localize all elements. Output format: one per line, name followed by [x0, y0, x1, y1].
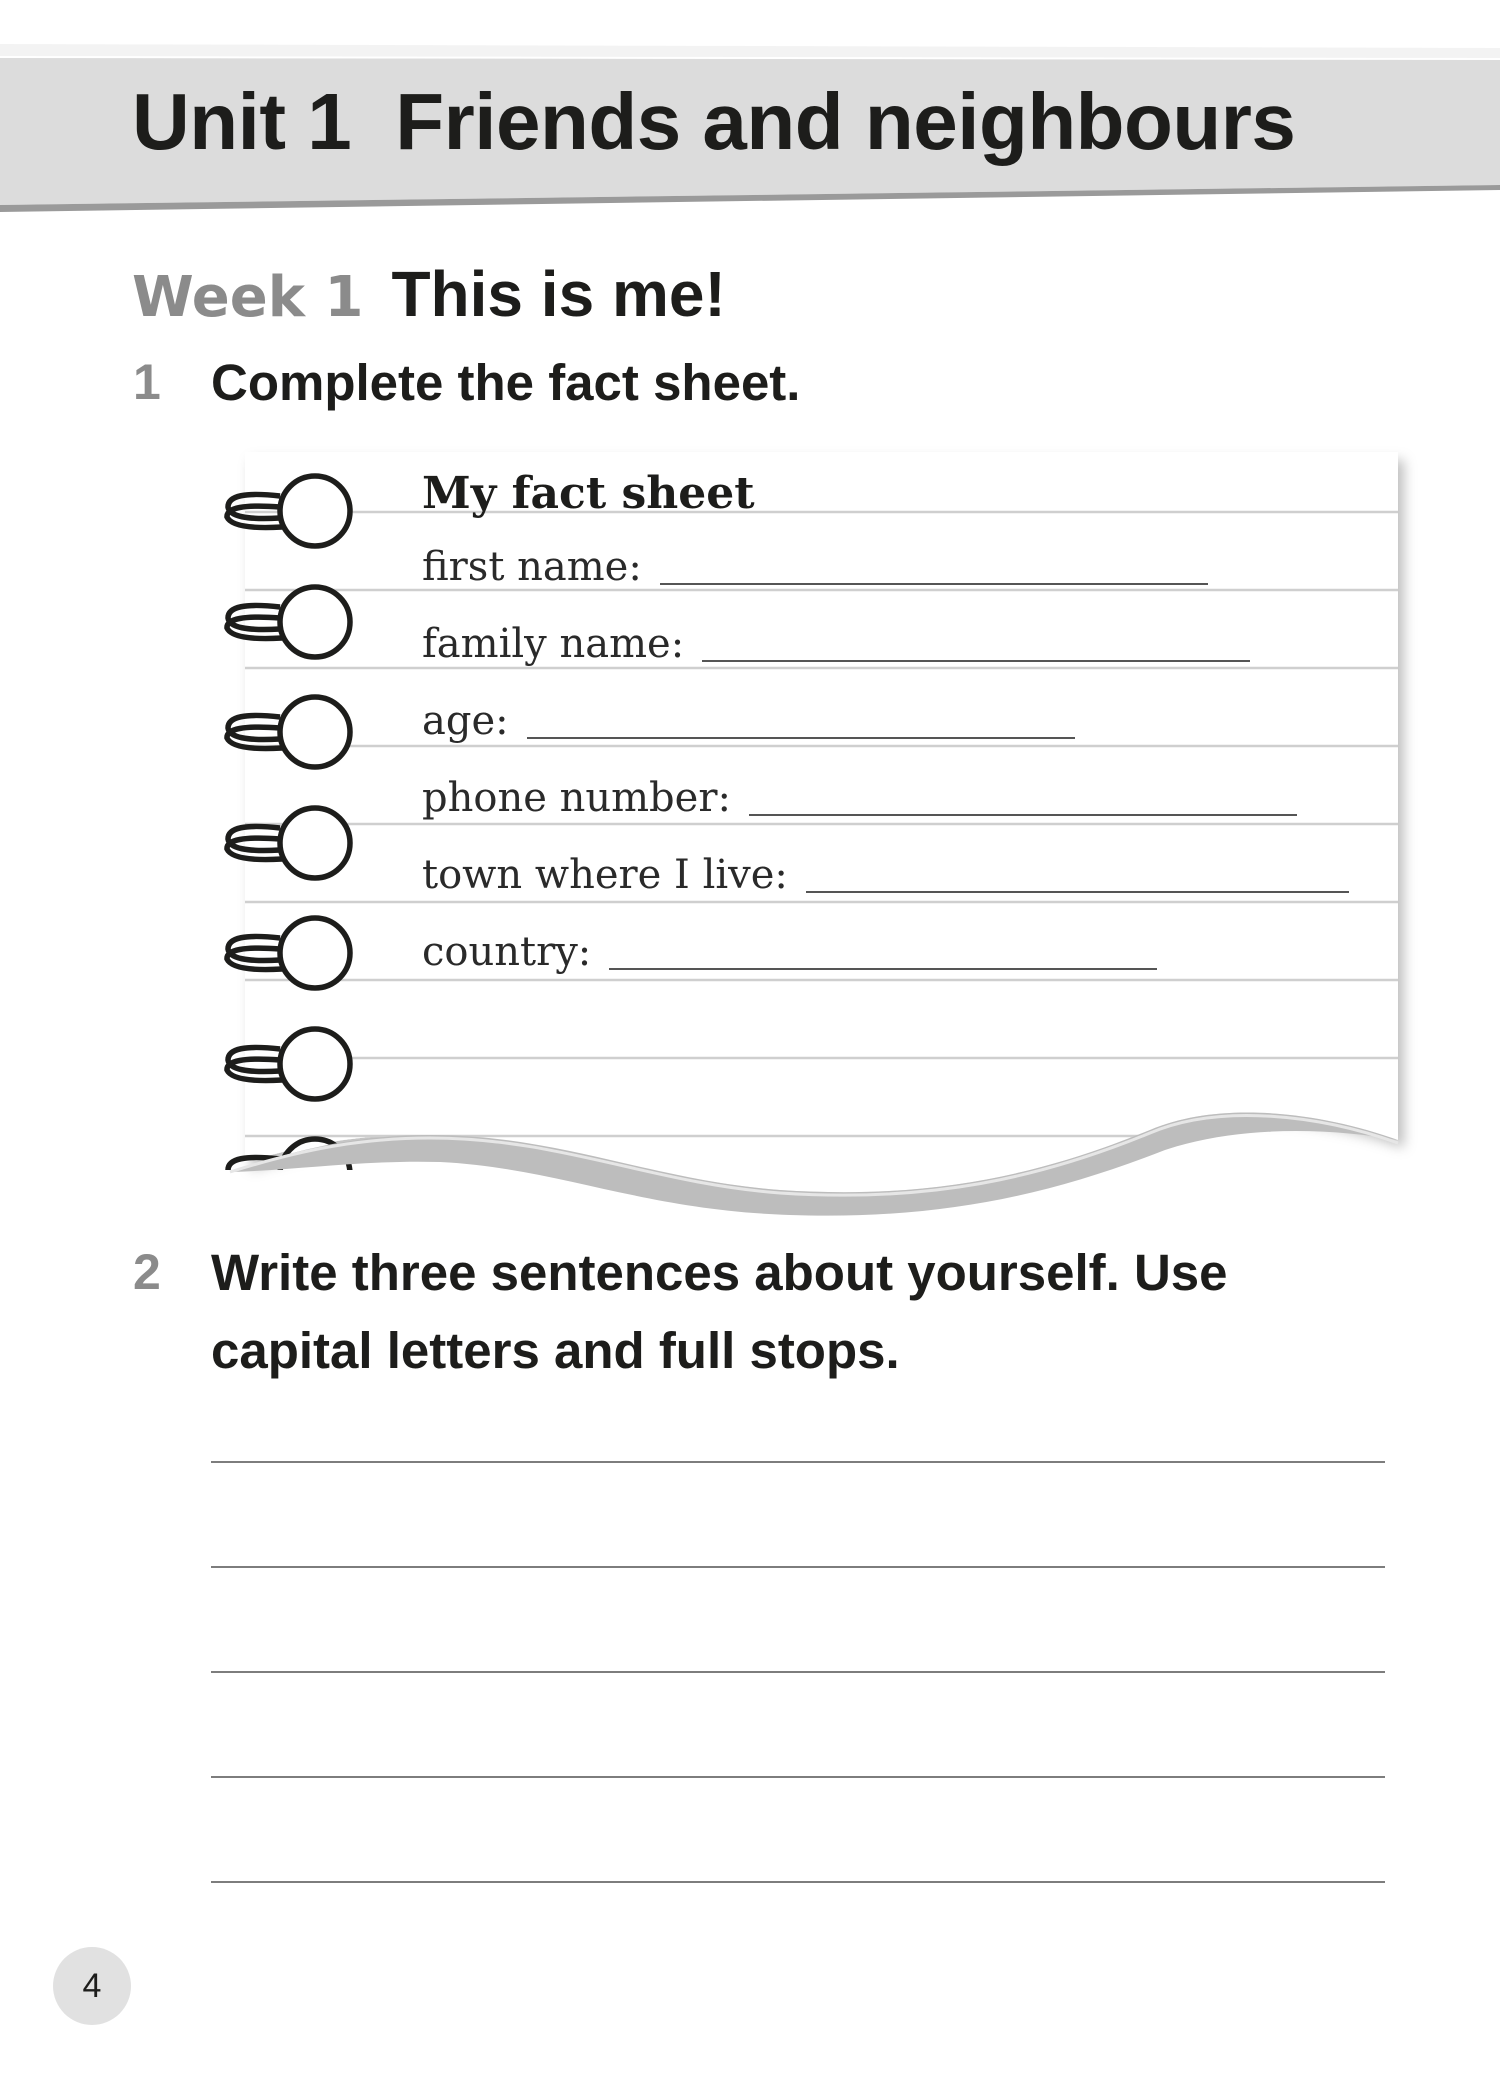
field-label: first name: — [422, 544, 642, 590]
unit-name: Friends and neighbours — [395, 77, 1296, 166]
field-label: country: — [422, 929, 592, 975]
writing-line-5[interactable] — [211, 1881, 1385, 1883]
unit-label: Unit 1 — [132, 77, 352, 166]
field-label: age: — [422, 698, 509, 744]
writing-line-4[interactable] — [211, 1776, 1385, 1778]
writing-line-1[interactable] — [211, 1461, 1385, 1463]
field-label: family name: — [422, 621, 685, 667]
week-title: This is me! — [391, 258, 726, 330]
answer-blank[interactable] — [749, 814, 1297, 816]
week-label: Week 1 — [132, 265, 364, 330]
week-heading — [132, 258, 726, 330]
field-label: phone number: — [422, 775, 731, 821]
field-town — [422, 852, 1349, 898]
field-first-name — [422, 544, 1208, 590]
task-2-instruction: Write three sentences about yourself. Use capital letters and full stops. — [211, 1244, 1228, 1379]
fact-sheet-title: My fact sheet — [422, 468, 755, 519]
writing-line-2[interactable] — [211, 1566, 1385, 1568]
unit-title — [132, 77, 1296, 166]
field-phone-number — [422, 775, 1297, 821]
task-2-number: 2 — [133, 1244, 161, 1300]
field-label: town where I live: — [422, 852, 788, 898]
page-number-badge — [53, 1947, 131, 2025]
writing-line-3[interactable] — [211, 1671, 1385, 1673]
answer-blank[interactable] — [660, 583, 1208, 585]
answer-blank[interactable] — [702, 660, 1250, 662]
field-family-name — [422, 621, 1250, 667]
field-country — [422, 929, 1157, 975]
fact-sheet-notebook — [0, 420, 1500, 1220]
page-number: 4 — [82, 1966, 102, 2005]
task-1-instruction: Complete the fact sheet. — [211, 354, 801, 411]
answer-blank[interactable] — [527, 737, 1075, 739]
task-1-number: 1 — [133, 354, 161, 410]
answer-blank[interactable] — [609, 968, 1157, 970]
answer-blank[interactable] — [806, 891, 1349, 893]
field-age — [422, 698, 1075, 744]
